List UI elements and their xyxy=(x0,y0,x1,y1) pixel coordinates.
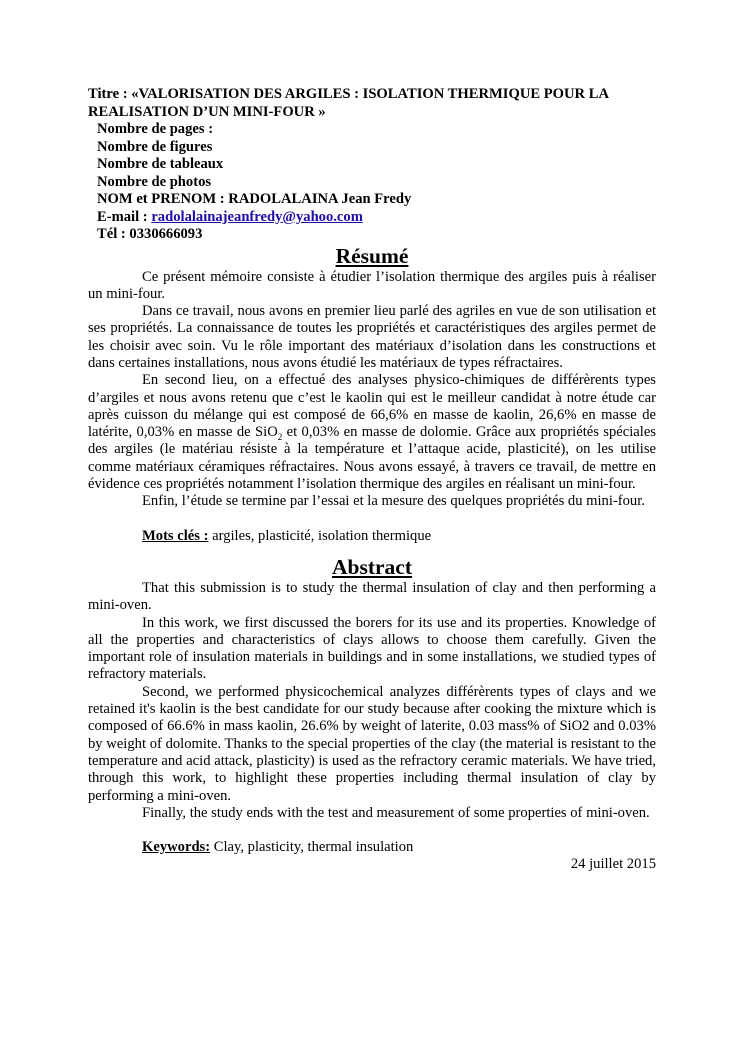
abstract-paragraph-4: Finally, the study ends with the test and measurement of some properties of mini-oven. xyxy=(142,804,650,821)
document-info xyxy=(88,121,656,244)
document-page xyxy=(88,86,656,874)
resume-paragraph-1: Ce présent mémoire consiste à étudier l’isolation thermique des argiles puis à réaliser un mini-four. xyxy=(88,268,656,302)
abstract-paragraph-1: That this submission is to study the thermal insulation of clay and then performing a mini-oven. xyxy=(88,579,656,614)
email-link[interactable]: radolalainajeanfredy@yahoo.com xyxy=(151,208,363,225)
info-photos: Nombre de photos xyxy=(97,173,212,190)
info-email-row xyxy=(97,209,656,227)
abstract-heading: Abstract xyxy=(331,554,412,579)
email-label: E-mail : xyxy=(97,208,152,225)
resume-p3-part-b: et 0,03% en masse de dolomie. Grâce aux propriétés spéciales des argiles (le matériau résiste à la température et l’attaque acide, plasticité), on les utilise comme matériaux céramiques réfractaires. Nous avons essayé, à travers ce travail, de mettre en évidence ces propriétés notamment l’isolation thermique des argiles en réalisant un mini-four. xyxy=(88,424,656,493)
abstract-paragraph-2: In this work, we first discussed the borers for its use and its properties. Knowledge of all the properties and characteristics of clays allows to choose them carefully. Given the important role of insulation materials in buildings and in some installations, we studied types of refractory materials. xyxy=(88,614,656,683)
resume-keywords-label: Mots clés : xyxy=(142,527,209,544)
abstract-keywords-text: Clay, plasticity, thermal insulation xyxy=(210,839,414,856)
abstract-keywords-label: Keywords: xyxy=(142,839,211,856)
resume-paragraph-4: Enfin, l’étude se termine par l’essai et la mesure des quelques propriétés du mini-four. xyxy=(142,493,645,510)
resume-keywords-text: argiles, plasticité, isolation thermique xyxy=(208,527,432,544)
abstract-paragraph-3: Second, we performed physicochemical analyzes différèrents types of clays and we retained it's kaolin is the best candidate for our study because after cooking the mixture which is composed of 66.6% in mass kaolin, 26.6% by weight of laterite, 0.03 mass% of SiO2 and 0.03% by weight of dolomite. Thanks to the special properties of the clay (the material is resistant to the temperature and acid attack, plasticity) is used as the refractory ceramic materials. We have tried, through this work, to highlight these properties including thermal insulation of clay by performing a mini-oven. xyxy=(88,683,656,804)
resume-keywords xyxy=(88,528,656,545)
document-title: Titre : «VALORISATION DES ARGILES : ISOLATION THERMIQUE POUR LA REALISATION D’UN MINI-FOUR » xyxy=(88,86,609,120)
info-phone: Tél : 0330666093 xyxy=(97,226,203,242)
info-figures: Nombre de figures xyxy=(97,138,213,155)
document-date: 24 juillet 2015 xyxy=(570,856,656,873)
info-pages: Nombre de pages : xyxy=(97,121,214,137)
resume-paragraph-2: Dans ce travail, nous avons en premier lieu parlé des agriles en vue de son utilisation et ses propriétés. La connaissance de toutes les propriétés et caractéristiques des argiles permet de les choisir avec soin. Vu le rôle important des matériaux d’isolation dans les constructions et dans certaines installations, nous avons étudié les matériaux de types réfractaires. xyxy=(88,303,656,371)
resume-p3-subscript: 2 xyxy=(277,432,283,443)
abstract-keywords xyxy=(88,839,656,856)
resume-paragraph-3 xyxy=(88,372,656,493)
info-author: NOM et PRENOM : RADOLALAINA Jean Fredy xyxy=(97,191,412,207)
info-tableaux: Nombre de tableaux xyxy=(97,156,224,172)
resume-p3-part-a: En second lieu, on a effectué des analyses physico-chimiques de différèrents types d’argiles et nous avons retenu que c’est le kaolin qui est le meilleur candidat à notre étude car après cuisson du mélange qui est composé de 66,6% en masse de kaolin, 26,6% en masse de latérite, 0,03% en masse de SiO xyxy=(88,372,656,441)
resume-heading: Résumé xyxy=(335,243,409,268)
